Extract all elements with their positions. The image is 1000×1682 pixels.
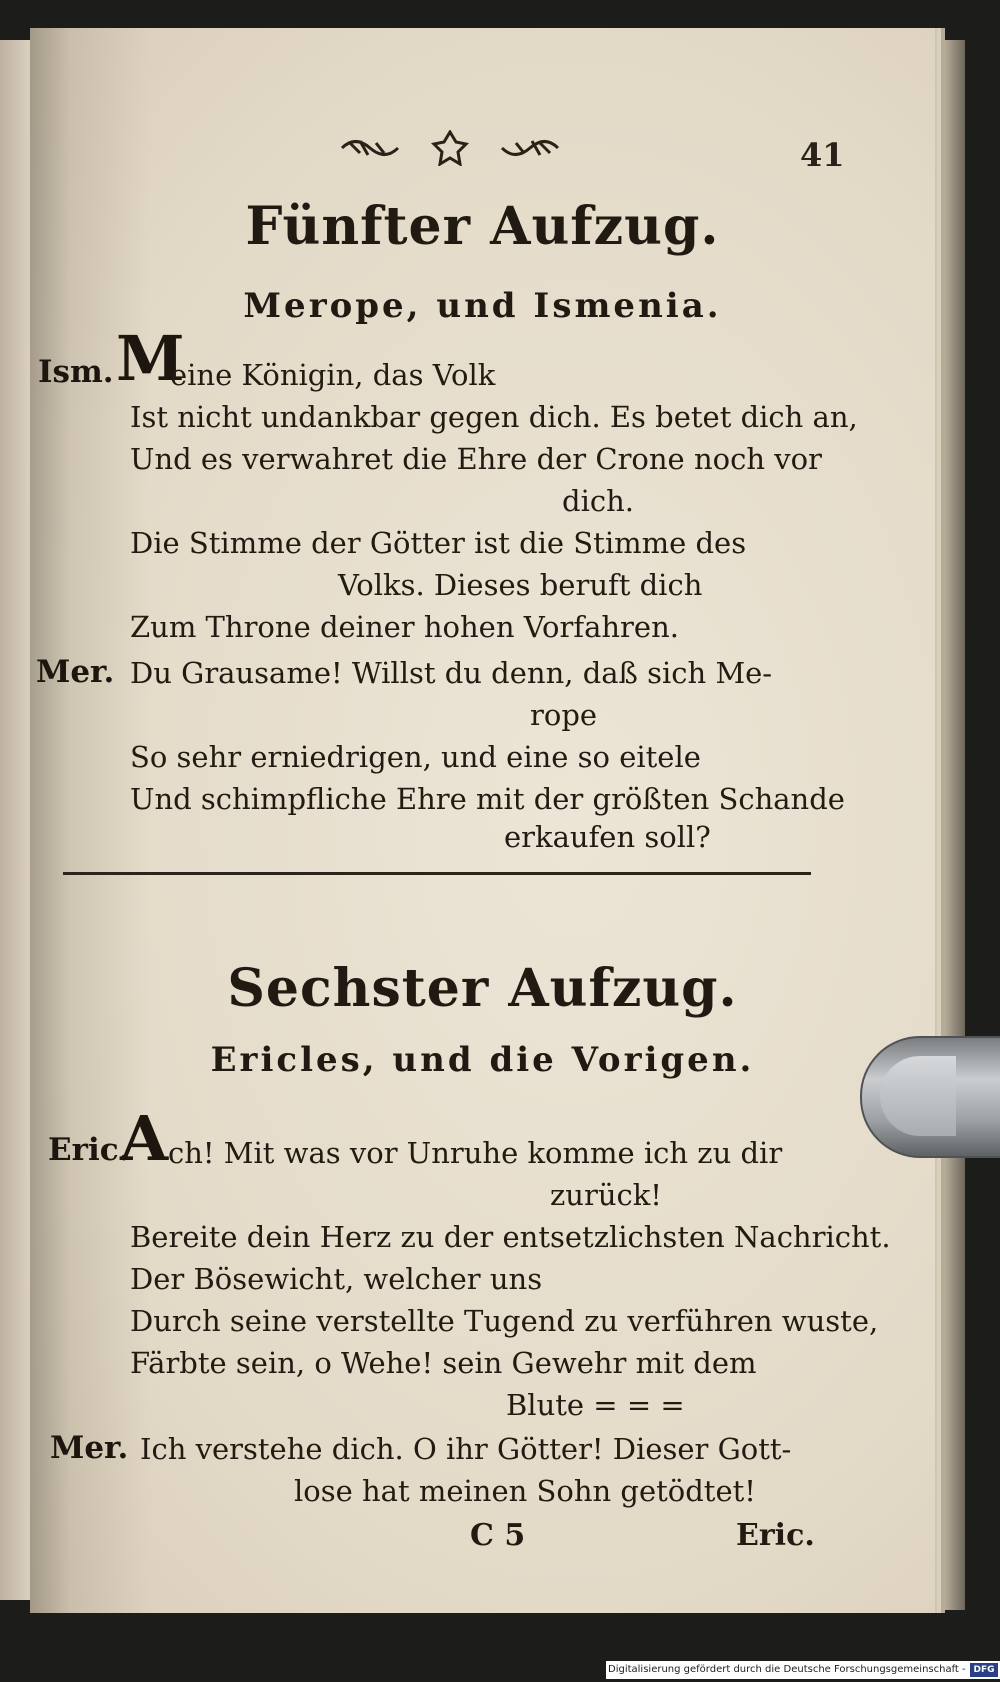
verse-line: Zum Throne deiner hohen Vorfahren. xyxy=(130,610,679,644)
speaker-label: Eric. xyxy=(48,1132,130,1168)
section-divider xyxy=(63,872,811,875)
verse-line: Volks. Dieses beruft dich xyxy=(338,568,703,602)
leaf-ornament-icon xyxy=(340,132,400,172)
verse-line: Bereite dein Herz zu der entsetzlichsten Nachricht. xyxy=(130,1220,891,1254)
verse-line: Und es verwahret die Ehre der Crone noch vor xyxy=(130,442,822,476)
verse-line: eine Königin, das Volk xyxy=(170,358,496,392)
signature-mark: C 5 xyxy=(470,1518,526,1553)
verse-line: erkaufen soll? xyxy=(504,820,711,854)
scene-cast: Merope, und Ismenia. xyxy=(243,286,722,326)
fleuron-icon xyxy=(430,130,470,175)
catchword: Eric. xyxy=(736,1518,815,1553)
speaker-label: Mer. xyxy=(36,654,115,690)
drop-cap: M xyxy=(116,322,185,395)
act-title: Sechster Aufzug. xyxy=(227,958,738,1019)
act-title: Fünfter Aufzug. xyxy=(245,196,720,257)
digitization-footer xyxy=(606,1661,1000,1679)
page-clip xyxy=(860,1036,1000,1158)
speaker-label: Mer. xyxy=(50,1430,129,1466)
verse-line: Ist nicht undankbar gegen dich. Es betet dich an, xyxy=(130,400,858,434)
verse-line: Der Bösewicht, welcher uns xyxy=(130,1262,543,1296)
verse-line: So sehr erniedrigen, und eine so eitele xyxy=(130,740,701,774)
dfg-logo: DFG xyxy=(970,1663,998,1677)
verse-line: rope xyxy=(530,698,598,732)
book-edge xyxy=(935,40,965,1610)
leaf-ornament-icon xyxy=(500,132,560,172)
verse-line: Du Grausame! Willst du denn, daß sich Me- xyxy=(130,656,773,690)
footer-credit: Digitalisierung gefördert durch die Deutsche Forschungsgemeinschaft - xyxy=(608,1664,966,1675)
verse-line: Und schimpfliche Ehre mit der größten Schande xyxy=(130,782,845,816)
verse-line: lose hat meinen Sohn getödtet! xyxy=(294,1474,756,1508)
scene-cast: Ericles, und die Vorigen. xyxy=(210,1040,755,1080)
verse-line: Blute = = = xyxy=(506,1388,685,1422)
drop-cap: A xyxy=(120,1102,169,1175)
verse-line: dich. xyxy=(562,484,634,518)
page-clip-inner xyxy=(880,1056,956,1136)
page-number: 41 xyxy=(800,136,845,174)
verse-line: zurück! xyxy=(550,1178,662,1212)
header-ornament xyxy=(340,132,560,172)
verse-line: Durch seine verstellte Tugend zu verführen wuste, xyxy=(130,1304,879,1338)
verse-line: ch! Mit was vor Unruhe komme ich zu dir xyxy=(168,1136,783,1170)
speaker-label: Ism. xyxy=(38,354,114,390)
verse-line: Ich verstehe dich. O ihr Götter! Dieser Gott- xyxy=(140,1432,792,1466)
verse-line: Färbte sein, o Wehe! sein Gewehr mit dem xyxy=(130,1346,757,1380)
verse-line: Die Stimme der Götter ist die Stimme des xyxy=(130,526,747,560)
book-page xyxy=(30,28,935,1613)
